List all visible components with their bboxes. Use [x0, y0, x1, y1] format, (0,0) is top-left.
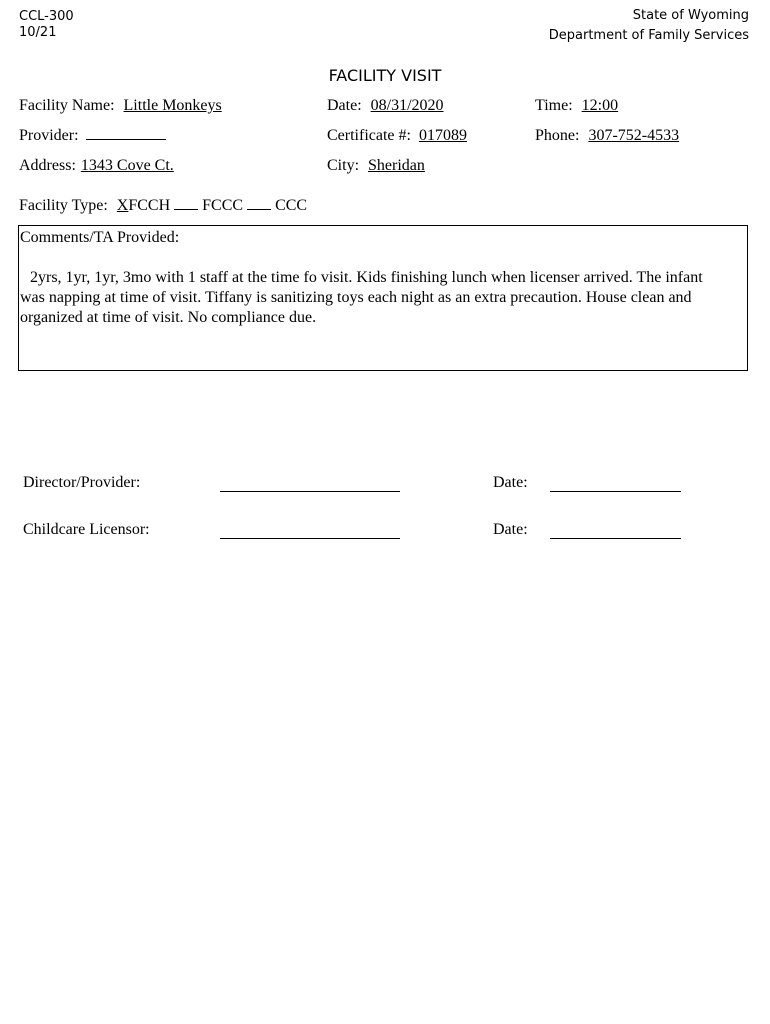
facility-name-value: Little Monkeys	[123, 97, 222, 114]
state-name: State of Wyoming	[632, 8, 749, 23]
phone-value: 307-752-4533	[588, 127, 680, 144]
licensor-date-line	[550, 538, 681, 539]
certificate-field	[327, 126, 467, 146]
ccc-blank-line	[247, 196, 271, 210]
director-provider-label: Director/Provider:	[23, 474, 141, 491]
facility-type-option-fcch: FCCH	[128, 197, 171, 214]
facility-type-option-ccc: CCC	[275, 197, 308, 214]
director-date-line	[550, 491, 681, 492]
certificate-value: 017089	[418, 127, 467, 144]
agency-block	[549, 6, 749, 46]
facility-type-field	[19, 196, 307, 216]
licensor-date-label: Date:	[493, 521, 528, 538]
phone-field	[535, 126, 679, 146]
facility-type-label: Facility Type:	[19, 197, 108, 214]
date-value: 08/31/2020	[370, 97, 444, 114]
provider-label: Provider:	[19, 127, 79, 144]
director-signature-line	[220, 491, 400, 492]
director-date-label: Date:	[493, 474, 528, 491]
time-value: 12:00	[581, 97, 619, 114]
comments-text: 2yrs, 1yr, 1yr, 3mo with 1 staff at the time fo visit. Kids finishing lunch when licenser arrived. The infant was napping at time of visit. Tiffany is sanitizing toys each night as an extra precaution. House clean and organized at time of visit. No compliance due.	[20, 269, 703, 326]
childcare-licensor-label: Childcare Licensor:	[23, 521, 150, 538]
provider-field	[19, 126, 166, 146]
time-label: Time:	[535, 97, 573, 114]
provider-blank-line	[86, 126, 166, 140]
city-label: City:	[327, 157, 360, 174]
city-field	[327, 156, 425, 176]
city-value: Sheridan	[368, 157, 425, 174]
facility-name-field	[19, 96, 222, 116]
facility-type-mark: X	[116, 197, 129, 214]
comments-box	[18, 225, 748, 371]
licensor-signature-line	[220, 538, 400, 539]
phone-label: Phone:	[535, 127, 580, 144]
form-code-block	[19, 9, 74, 41]
address-field	[19, 156, 174, 176]
comments-label: Comments/TA Provided:	[20, 229, 180, 246]
fccc-blank-line	[174, 196, 198, 210]
address-label: Address:	[19, 157, 76, 174]
time-field	[535, 96, 618, 116]
date-label: Date:	[327, 97, 362, 114]
certificate-label: Certificate #:	[327, 127, 411, 144]
department-name: Department of Family Services	[548, 28, 749, 43]
date-field	[327, 96, 444, 116]
form-revision-date: 10/21	[19, 25, 57, 40]
page-title: FACILITY VISIT	[328, 66, 442, 85]
facility-type-option-fccc: FCCC	[202, 197, 244, 214]
facility-name-label: Facility Name:	[19, 97, 115, 114]
form-code: CCL-300	[19, 9, 74, 24]
address-value: 1343 Cove Ct.	[80, 157, 174, 174]
